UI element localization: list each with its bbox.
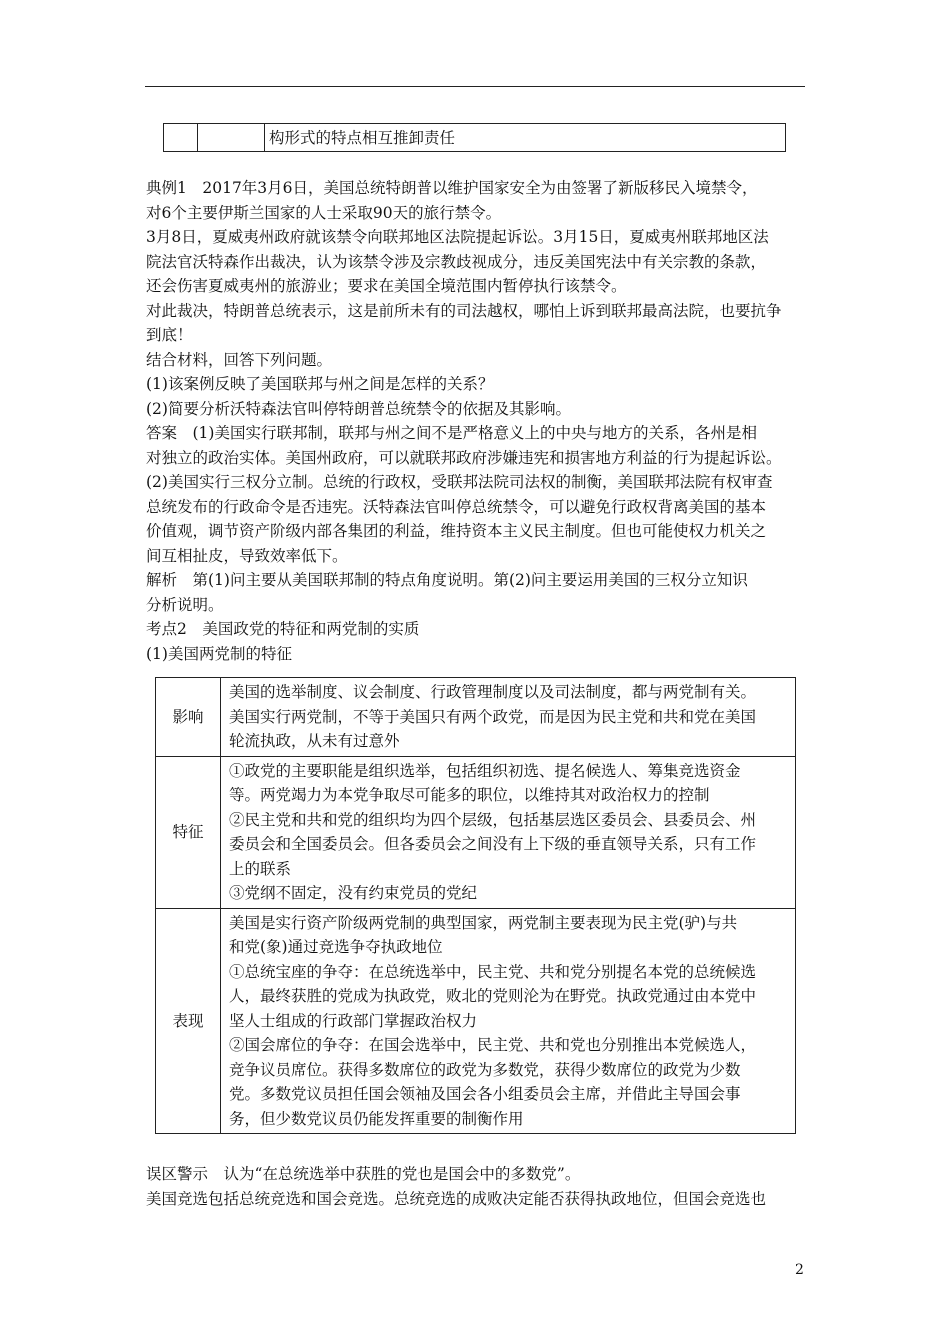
text-line: (2)简要分析沃特森法官叫停特朗普总统禁令的依据及其影响。 (146, 399, 571, 418)
party-system-table (155, 677, 796, 1134)
cell-line: 和党(象)通过竞选争夺执政地位 (229, 938, 443, 956)
row-content (221, 678, 796, 757)
text-line: 间互相扯皮，导致效率低下。 (146, 546, 348, 565)
row-head: 特征 (156, 756, 221, 908)
table-row (156, 908, 796, 1134)
cell-line: 轮流执政，从未有过意外 (229, 732, 400, 750)
cell-line: ②国会席位的争夺：在国会选举中，民主党、共和党也分别推出本党候选人， (229, 1036, 757, 1054)
header-rule (145, 86, 805, 87)
misconception-note (146, 1162, 811, 1211)
cell-line: 等。两党竭力为本党争取尽可能多的职位，以维持其对政治权力的控制 (229, 786, 710, 804)
continued-table (163, 123, 786, 152)
table-row (156, 756, 796, 908)
cell-line: ①总统宝座的争夺：在总统选举中，民主党、共和党分别提名本党的总统候选 (229, 962, 757, 981)
table-cell-text: 构形式的特点相互推卸责任 (265, 124, 786, 152)
row-head: 表现 (156, 908, 221, 1134)
text-line: 分析说明。 (146, 595, 224, 614)
text-line: 美国竞选包括总统竞选和国会竞选。总统竞选的成败决定能否获得执政地位，但国会竞选也 (146, 1189, 767, 1208)
text-line: 答案 (1)美国实行联邦制，联邦与州之间不是严格意义上的中央与地方的关系，各州是相 (146, 424, 757, 442)
cell-line: 美国是实行资产阶级两党制的典型国家，两党制主要表现为民主党(驴)与共 (229, 913, 738, 932)
row-content (221, 756, 796, 908)
text-line: 结合材料，回答下列问题。 (146, 350, 333, 369)
text-line: 到底！ (146, 326, 193, 344)
cell-line: 务，但少数党议员仍能发挥重要的制衡作用 (229, 1109, 524, 1128)
cell-line: ②民主党和共和党的组织均为四个层级，包括基层选区委员会、县委员会、州 (229, 810, 757, 829)
cell-line: 委员会和全国委员会。但各委员会之间没有上下级的垂直领导关系，只有工作 (229, 835, 757, 853)
cell-line: 坚人士组成的行政部门掌握政治权力 (229, 1011, 478, 1030)
text-line: 典例1 2017年3月6日，美国总统特朗普以维护国家安全为由签署了新版移民入境禁令， (146, 179, 758, 197)
row-content (221, 908, 796, 1134)
cell-line: 党。多数党议员担任国会领袖及国会各小组委员会主席，并借此主导国会事 (229, 1085, 741, 1103)
table-cell-empty (198, 124, 265, 152)
row-head: 影响 (156, 678, 221, 757)
text-line: 对6个主要伊斯兰国家的人士采取90天的旅行禁令。 (146, 203, 502, 222)
text-line: 总统发布的行政命令是否违宪。沃特森法官叫停总统禁令，可以避免行政权背离美国的基本 (146, 497, 767, 516)
subsection-heading: (1)美国两党制的特征 (146, 644, 292, 663)
text-line: 对此裁决，特朗普总统表示，这是前所未有的司法越权，哪怕上诉到联邦最高法院，也要抗争 (146, 301, 782, 320)
example-section (146, 176, 811, 666)
cell-line: ③党纲不固定，没有约束党员的党纪 (229, 884, 478, 902)
cell-line: 美国的选举制度、议会制度、行政管理制度以及司法制度，都与两党制有关。 (229, 683, 757, 701)
text-line: 院法官沃特森作出裁决，认为该禁令涉及宗教歧视成分，违反美国宪法中有关宗教的条款， (146, 252, 767, 271)
cell-line: 上的联系 (229, 859, 292, 878)
table-cell-empty (164, 124, 198, 152)
cell-line: 美国实行两党制，不等于美国只有两个政党，而是因为民主党和共和党在美国 (229, 707, 757, 726)
text-line: 对独立的政治实体。美国州政府，可以就联邦政府涉嫌违宪和损害地方利益的行为提起诉讼。 (146, 448, 782, 467)
text-line: 解析 第(1)问主要从美国联邦制的特点角度说明。第(2)问主要运用美国的三权分立知识 (146, 571, 748, 589)
note-heading: 误区警示 认为“在总统选举中获胜的党也是国会中的多数党”。 (146, 1165, 581, 1183)
cell-line: 人，最终获胜的党成为执政党，败北的党则沦为在野党。执政党通过由本党中 (229, 987, 757, 1005)
cell-line: ①政党的主要职能是组织选举，包括组织初选、提名候选人、筹集竞选资金 (229, 761, 741, 780)
page-number: 2 (795, 1262, 804, 1278)
text-line: 3月8日，夏威夷州政府就该禁令向联邦地区法院提起诉讼。3月15日，夏威夷州联邦地区法 (146, 228, 769, 246)
table-row (156, 678, 796, 757)
section-heading: 考点2 美国政党的特征和两党制的实质 (146, 620, 420, 638)
text-line: (1)该案例反映了美国联邦与州之间是怎样的关系？ (146, 375, 494, 393)
text-line: (2)美国实行三权分立制。总统的行政权，受联邦法院司法权的制衡，美国联邦法院有权审查 (146, 473, 773, 491)
text-line: 还会伤害夏威夷州的旅游业；要求在美国全境范围内暂停执行该禁令。 (146, 277, 627, 295)
text-line: 价值观，调节资产阶级内部各集团的利益，维持资本主义民主制度。但也可能使权力机关之 (146, 522, 767, 540)
cell-line: 竞争议员席位。获得多数席位的政党为多数党，获得少数席位的政党为少数 (229, 1060, 741, 1079)
